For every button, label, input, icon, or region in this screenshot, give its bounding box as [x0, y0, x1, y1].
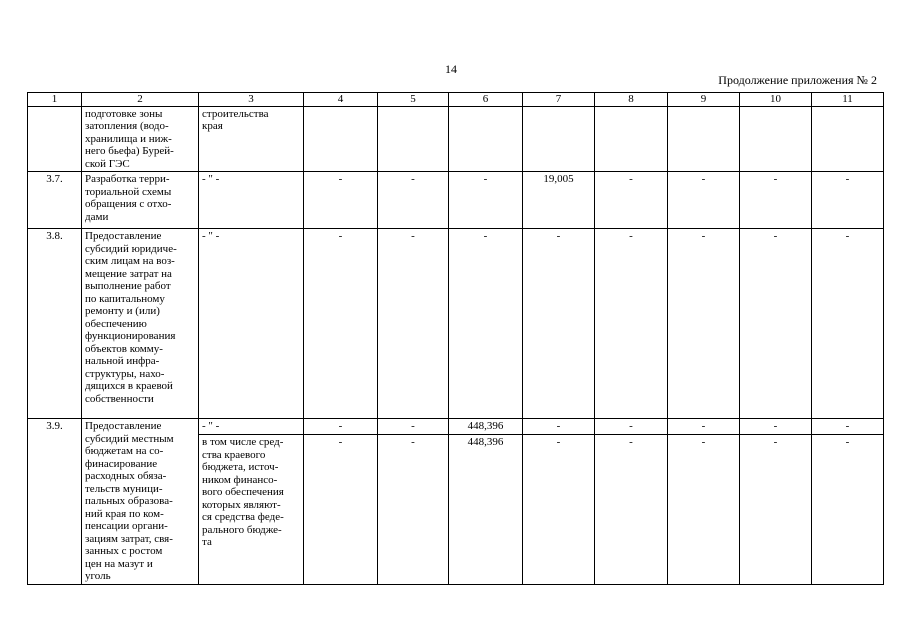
value-cell: - — [523, 419, 595, 435]
value-cell — [378, 106, 449, 172]
table-row-3-9 — [28, 419, 884, 435]
column-header: 11 — [812, 93, 884, 107]
value-cell — [449, 106, 523, 172]
column-header: 3 — [199, 93, 304, 107]
column-header: 2 — [82, 93, 199, 107]
value-cell — [812, 106, 884, 172]
column-header: 7 — [523, 93, 595, 107]
responsible-cell: - " - — [199, 172, 304, 229]
value-cell: - — [304, 229, 378, 419]
page-number: 14 — [445, 62, 457, 76]
column-header: 8 — [595, 93, 668, 107]
row-name-cell: Разработка терри- ториальной схемы обращения с отхо- дами — [82, 172, 199, 229]
row-number-cell: 3.9. — [28, 419, 82, 585]
column-header: 1 — [28, 93, 82, 107]
responsible-cell: в том числе сред- ства краевого бюджета, источ- ником финансо- вого обеспечения которых являют- ся средства феде- рального бюдже- та — [199, 435, 304, 585]
column-header: 5 — [378, 93, 449, 107]
value-cell — [523, 106, 595, 172]
value-cell: - — [304, 419, 378, 435]
column-header: 9 — [668, 93, 740, 107]
row-name-cell: Предоставление субсидий местным бюджетам на со- финасирование расходных обяза- тельств муници- пальных образова- ний края по ком- пенсации органи- зациям затрат, свя- занных с ростом цен на мазут и уголь — [82, 419, 199, 585]
value-cell: - — [378, 419, 449, 435]
value-cell: - — [378, 229, 449, 419]
value-cell: 448,396 — [449, 419, 523, 435]
value-cell: 448,396 — [449, 435, 523, 585]
value-cell: - — [378, 172, 449, 229]
row-number-cell — [28, 106, 82, 172]
responsible-cell: - " - — [199, 419, 304, 435]
value-cell: - — [812, 172, 884, 229]
value-cell: - — [595, 229, 668, 419]
value-cell: - — [740, 172, 812, 229]
table-row-3-7 — [28, 172, 884, 229]
column-header: 10 — [740, 93, 812, 107]
value-cell: - — [378, 435, 449, 585]
value-cell: - — [740, 419, 812, 435]
value-cell — [595, 106, 668, 172]
value-cell: - — [304, 172, 378, 229]
value-cell: - — [668, 229, 740, 419]
value-cell: - — [449, 172, 523, 229]
value-cell — [304, 106, 378, 172]
row-number-cell: 3.8. — [28, 229, 82, 419]
value-cell: - — [740, 229, 812, 419]
appendix-table — [27, 92, 884, 585]
value-cell: - — [595, 435, 668, 585]
responsible-cell: - " - — [199, 229, 304, 419]
value-cell: - — [668, 172, 740, 229]
value-cell: 19,005 — [523, 172, 595, 229]
value-cell: - — [668, 435, 740, 585]
value-cell: - — [812, 419, 884, 435]
row-name-cell: Предоставление субсидий юридиче- ским лицам на воз- мещение затрат на выполнение работ по капитальному ремонту и (или) обеспечению функционирования объектов комму- нальной инфра- структуры, нахо- дящихся в краевой собственности — [82, 229, 199, 419]
row-name-cell: подготовке зоны затопления (водо- хранилища и ниж- него бьефа) Бурей- ской ГЭС — [82, 106, 199, 172]
value-cell: - — [740, 435, 812, 585]
value-cell: - — [304, 435, 378, 585]
value-cell: - — [812, 435, 884, 585]
row-number-cell: 3.7. — [28, 172, 82, 229]
value-cell: - — [523, 435, 595, 585]
value-cell: - — [595, 419, 668, 435]
value-cell — [668, 106, 740, 172]
table-row-continuation — [28, 106, 884, 172]
table-row-3-8 — [28, 229, 884, 419]
responsible-cell: строительства края — [199, 106, 304, 172]
column-header: 6 — [449, 93, 523, 107]
value-cell — [740, 106, 812, 172]
value-cell: - — [812, 229, 884, 419]
column-header: 4 — [304, 93, 378, 107]
value-cell: - — [595, 172, 668, 229]
value-cell: - — [449, 229, 523, 419]
value-cell: - — [523, 229, 595, 419]
table-header-row — [28, 93, 884, 107]
continuation-label: Продолжение приложения № 2 — [718, 73, 877, 87]
value-cell: - — [668, 419, 740, 435]
